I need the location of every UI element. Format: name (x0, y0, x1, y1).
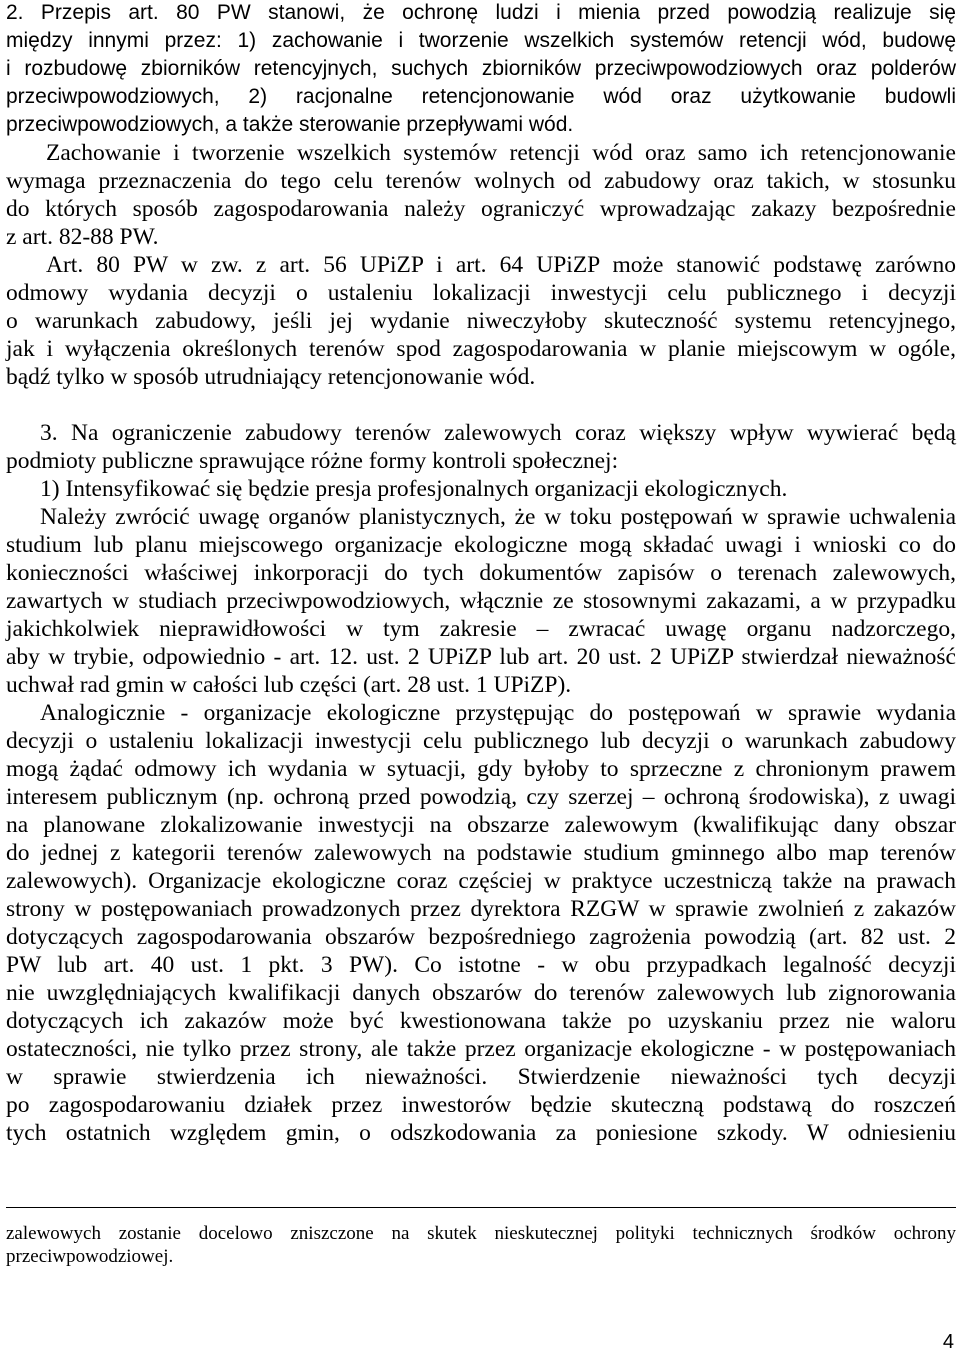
text-line: przeciwpowodziowych, 2) racjonalne retencjonowanie wód oraz użytkowanie budowli (6, 85, 956, 108)
document-body (6, 0, 956, 1147)
text-line: jakichkolwiek nieprawidłowości w tym zakresie – zwracać uwagę organu nadzorczego, (6, 616, 956, 642)
text-line: Należy zwrócić uwagę organów planistycznych, że w toku postępowań w sprawie uchwalenia (40, 504, 956, 530)
text-line: konieczności właściwej inkorporacji do tych dokumentów zapisów o terenach zalewowych, (6, 560, 956, 586)
text-line: studium lub planu miejscowego organizacje ekologiczne mogą składać uwagi i wnioski co do (6, 532, 956, 558)
text-line: Zachowanie i tworzenie wszelkich systemów retencji wód oraz samo ich retencjonowanie (46, 140, 956, 166)
text-line: dotyczących zagospodarowania obszarów bezpośredniego zagrożenia powodzią (art. 82 ust. 2 (6, 924, 956, 950)
paragraph-retention (6, 139, 956, 251)
paragraph-planning-organs (6, 503, 956, 699)
text-line: strony w postępowaniach prowadzonych przez dyrektora RZGW w sprawie zwolnień z zakazów (6, 896, 956, 922)
text-line: mogą żądać odmowy ich wydania w sytuacji, gdy byłoby to sprzeczne z chronionym prawem (6, 756, 956, 782)
paragraph-gap (6, 391, 956, 419)
text-line: PW lub art. 40 ust. 1 pkt. 3 PW). Co istotne - w obu przypadkach legalność decyzji (6, 952, 956, 978)
text-line: interesem publicznym (np. ochroną przed powodzią, czy szerzej – ochroną środowiska), z uwagi (6, 784, 956, 810)
text-line: 1) Intensyfikować się będzie presja profesjonalnych organizacji ekologicznych. (40, 476, 788, 502)
text-line: do jednej z kategorii terenów zalewowych na podstawie studium gminnego albo map terenów (6, 840, 956, 866)
footnote (6, 1222, 956, 1268)
text-line: między innymi przez: 1) zachowanie i tworzenie wszelkich systemów retencji wód, budowę (6, 29, 956, 52)
text-line: tych ostatnich względem gmin, o odszkodowania za poniesione szkody. W odniesieniu (6, 1120, 956, 1146)
footnote-line: zalewowych zostanie docelowo zniszczone na skutek nieskutecznej polityki technicznych środków ochrony (6, 1223, 956, 1244)
text-line: jak i wyłączenia określonych terenów spod zagospodarowania w planie miejscowym w ogóle, (6, 336, 956, 362)
text-line: Art. 80 PW w zw. z art. 56 UPiZP i art. 64 UPiZP może stanowić podstawę zarówno (46, 252, 956, 278)
text-line: i rozbudowę zbiorników retencyjnych, suchych zbiorników przeciwpowodziowych oraz polderów (6, 57, 956, 80)
text-line: podmioty publiczne sprawujące różne formy kontroli społecznej: (6, 448, 619, 474)
text-line: nie uwzględniających kwalifikacji danych obszarów do terenów zalewowych lub zignorowania (6, 980, 956, 1006)
text-line: dotyczących ich zakazów może być kwestionowana także po uzyskaniu przez nie waloru (6, 1008, 956, 1034)
footnote-separator (6, 1207, 956, 1208)
text-line: z art. 82-88 PW. (6, 224, 159, 250)
text-line: ostateczności, nie tylko przez strony, ale także przez organizacje ekologiczne - w postępowaniach (6, 1036, 956, 1062)
text-line: zalewowych). Organizacje ekologiczne coraz częściej w praktyce uczestniczą także na prawach (6, 868, 956, 894)
footnote-line: przeciwpowodziowej. (6, 1246, 174, 1267)
text-line: do których sposób zagospodarowania należy ograniczyć wprowadzając zakazy bezpośrednie (6, 196, 956, 222)
text-line: o warunkach zabudowy, jeśli jej wydanie niweczyłoby skuteczność systemu retencyjnego, (6, 308, 956, 334)
text-line: 3. Na ograniczenie zabudowy terenów zalewowych coraz większy wpływ wywierać będą (40, 420, 956, 446)
text-line: uchwał rad gmin w całości lub części (art. 28 ust. 1 UPiZP). (6, 672, 572, 698)
text-line: w sprawie stwierdzenia ich nieważności. Stwierdzenie nieważności tych decyzji (6, 1064, 956, 1090)
text-line: Analogicznie - organizacje ekologiczne przystępując do postępowań w sprawie wydania (40, 700, 956, 726)
text-line: 2. Przepis art. 80 PW stanowi, że ochronę ludzi i mienia przed powodzią realizuje się (6, 1, 956, 24)
text-line: decyzji o ustaleniu lokalizacji inwestycji celu publicznego lub decyzji o warunkach zabudowy (6, 728, 956, 754)
text-line: wymaga przeznaczenia do tego celu terenów wolnych od zabudowy oraz takich, w stosunku (6, 168, 956, 194)
text-line: bądź tylko w sposób utrudniający retencjonowanie wód. (6, 364, 536, 390)
paragraph-section-3-intro (6, 419, 956, 475)
text-line: przeciwpowodziowych, a także sterowanie przepływami wód. (6, 113, 574, 136)
text-line: zawartych w studiach przeciwpowodziowych, włącznie ze stosownymi zakazami, a w przypadku (6, 588, 956, 614)
text-line: aby w trybie, odpowiednio - art. 12. ust. 2 UPiZP lub art. 20 ust. 2 UPiZP stwierdzał nieważność (6, 644, 956, 670)
text-line: po zagospodarowaniu działek przez inwestorów będzie skuteczną podstawą do roszczeń (6, 1092, 956, 1118)
paragraph-art80-upizp (6, 251, 956, 391)
page-number: 4 (942, 1331, 954, 1353)
text-line: na planowane zlokalizowanie inwestycji na obszarze zalewowym (kwalifikując dany obszar (6, 812, 956, 838)
list-item-1 (6, 475, 956, 503)
paragraph-art80-intro (6, 0, 956, 139)
text-line: odmowy wydania decyzji o ustaleniu lokalizacji inwestycji celu publicznego i decyzji (6, 280, 956, 306)
paragraph-analogous (6, 699, 956, 1147)
